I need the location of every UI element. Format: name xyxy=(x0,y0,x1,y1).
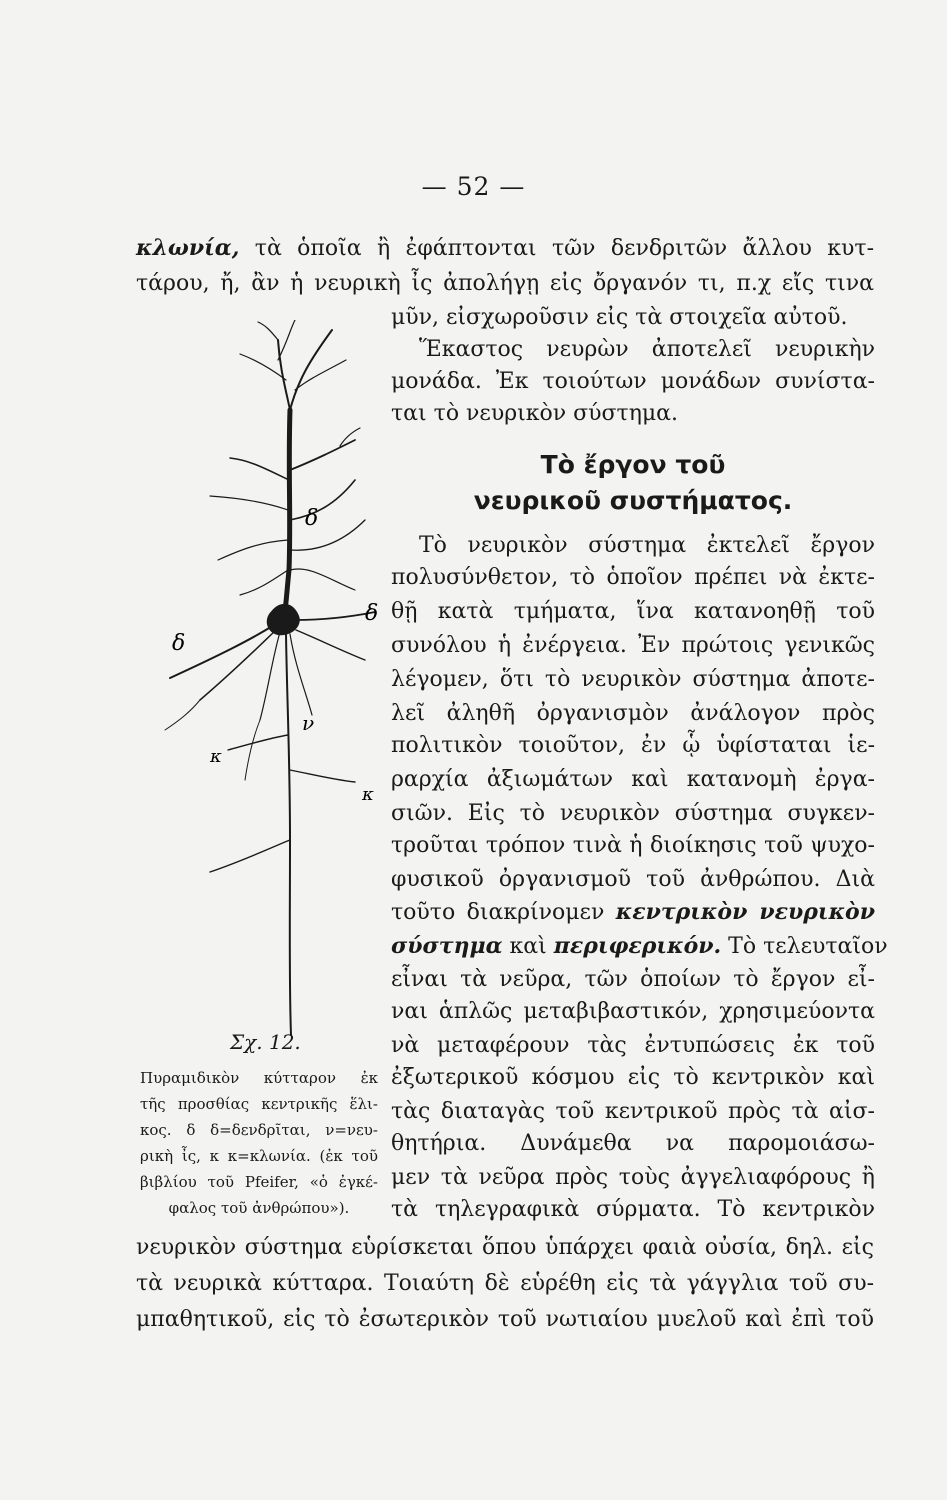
section-heading: Τὸ ἔργον τοῦ xyxy=(540,450,726,479)
page-number: — 52 — xyxy=(421,172,526,201)
line-text: Τὸ τελευταῖον xyxy=(721,934,888,959)
text-line: εἶναι τὰ νεῦρα, τῶν ὁποίων τὸ ἔργον εἶ- xyxy=(391,967,875,992)
figure-label-delta: δ xyxy=(172,631,186,656)
text-line: ἐξωτερικοῦ κόσμου εἰς τὸ κεντρικὸν καὶ xyxy=(391,1065,875,1090)
text-line: σιῶν. Εἰς τὸ νευρικὸν σύστημα συγκεν- xyxy=(391,801,875,826)
text-line: λέγομεν, ὅτι τὸ νευρικὸν σύστημα ἀποτε- xyxy=(391,667,875,692)
emphasized-term: κεντρικὸν νευρικὸν xyxy=(615,899,875,925)
figure-caption-line: ρικὴ ἶς, κ κ=κλωνία. (ἐκ τοῦ xyxy=(140,1147,378,1165)
line-text: τάρου, ἤ, ἂν ἡ νευρικὴ ἶς ἀπολήγῃ εἰς ὄργανόν τι, π.χ εἴς τινα xyxy=(136,271,874,296)
figure-label-kappa: κ xyxy=(362,784,374,805)
figure-caption-line: Πυραμιδικὸν κύτταρον ἐκ xyxy=(140,1069,378,1087)
text-line: μεν τὰ νεῦρα πρὸς τοὺς ἀγγελιαφόρους ἢ xyxy=(391,1165,875,1190)
figure-label-delta: δ xyxy=(365,601,379,626)
figure-caption-line: κος. δ δ=δενδρῖται, ν=νευ- xyxy=(140,1121,378,1139)
text-line: μονάδα. Ἐκ τοιούτων μονάδων συνίστα- xyxy=(391,369,875,394)
text-line: πολυσύνθετον, τὸ ὁποῖον πρέπει νὰ ἐκτε- xyxy=(391,565,875,590)
section-heading: νευρικοῦ συστήματος. xyxy=(473,486,793,515)
line-text: καὶ xyxy=(502,934,554,959)
text-line: πολιτικὸν τοιοῦτον, ἐν ᾧ ὑφίσταται ἱε- xyxy=(391,733,875,758)
text-line xyxy=(391,896,875,929)
line-text: τοῦτο διακρίνομεν xyxy=(391,900,616,925)
text-line: μπαθητικοῦ, εἰς τὸ ἐσωτερικὸν τοῦ νωτιαίου μυελοῦ καὶ ἐπὶ τοῦ xyxy=(136,1307,874,1332)
text-line: τὰς διαταγὰς τοῦ κεντρικοῦ πρὸς τὰ αἰσ- xyxy=(391,1099,875,1124)
text-line: τὰ νευρικὰ κύτταρα. Τοιαύτη δὲ εὑρέθη εἰς τὰ γάγγλια τοῦ συ- xyxy=(136,1271,874,1296)
text-line: Τὸ νευρικὸν σύστημα ἐκτελεῖ ἔργον xyxy=(419,533,875,558)
text-line: λεῖ ἀληθῆ ὀργανισμὸν ἀνάλογον πρὸς xyxy=(391,701,875,726)
apical-dendrite xyxy=(284,410,290,620)
axon-collateral xyxy=(290,770,355,782)
text-line: μῦν, εἰσχωροῦσιν εἰς τὰ στοιχεῖα αὐτοῦ. xyxy=(391,305,848,330)
text-line xyxy=(136,230,874,267)
axon-collateral xyxy=(228,735,288,750)
text-line: τροῦται τρόπον τινὰ ἡ διοίκησις τοῦ ψυχο- xyxy=(391,833,875,858)
figure-label-delta: δ xyxy=(305,506,319,531)
figure-caption-line: τῆς προσθίας κεντρικῆς ἕλι- xyxy=(140,1095,378,1113)
basal-dendrite xyxy=(170,625,274,678)
text-line xyxy=(391,930,888,963)
figure-caption-line: φαλος τοῦ ἀνθρώπου»). xyxy=(168,1199,350,1217)
text-line: Ἕκαστος νευρὼν ἀποτελεῖ νευρικὴν xyxy=(419,337,875,362)
figure-caption-line: βιβλίου τοῦ Pfeifer, «ὁ ἐγκέ- xyxy=(140,1173,378,1191)
axon-collateral xyxy=(210,840,290,872)
figure-label-nu: ν xyxy=(302,711,315,735)
text-line: νὰ μεταφέρουν τὰς ἐντυπώσεις ἐκ τοῦ xyxy=(391,1033,875,1058)
figure-label-kappa: κ xyxy=(210,746,222,767)
text-line: θῇ κατὰ τμήματα, ἵνα κατανοηθῇ τοῦ xyxy=(391,599,875,624)
text-line: ναι ἁπλῶς μεταβιβαστικόν, χρησιμεύοντα xyxy=(391,999,875,1024)
line-text: τὰ ὁποῖα ἢ ἐφάπτονται τῶν δενδριτῶν ἄλλου κυτ- xyxy=(239,236,874,261)
emphasized-term: σύστημα xyxy=(391,933,503,959)
text-line: θητήρια. Δυνάμεθα να παρομοιάσω- xyxy=(391,1131,875,1156)
emphasized-term: περιφερικόν. xyxy=(553,933,722,959)
text-line: νευρικὸν σύστημα εὑρίσκεται ὅπου ὑπάρχει φαιὰ οὐσία, δηλ. εἰς xyxy=(136,1235,874,1260)
pyramidal-neuron-illustration xyxy=(140,320,390,1040)
text-line: τὰ τηλεγραφικὰ σύρματα. Τὸ κεντρικὸν xyxy=(391,1197,875,1222)
text-line: ραρχία ἀξιωμάτων καὶ κατανομὴ ἐργα- xyxy=(391,767,875,792)
figure-number: Σχ. 12. xyxy=(230,1030,301,1054)
text-line xyxy=(136,266,874,302)
emphasized-term: κλωνία, xyxy=(136,235,240,261)
axon xyxy=(286,634,291,1035)
text-line: ται τὸ νευρικὸν σύστημα. xyxy=(391,401,679,426)
text-line: φυσικοῦ ὀργανισμοῦ τοῦ ἀνθρώπου. Διὰ xyxy=(391,867,875,892)
cell-body xyxy=(268,605,299,634)
text-line: συνόλου ἡ ἐνέργεια. Ἐν πρώτοις γενικῶς xyxy=(391,633,875,658)
